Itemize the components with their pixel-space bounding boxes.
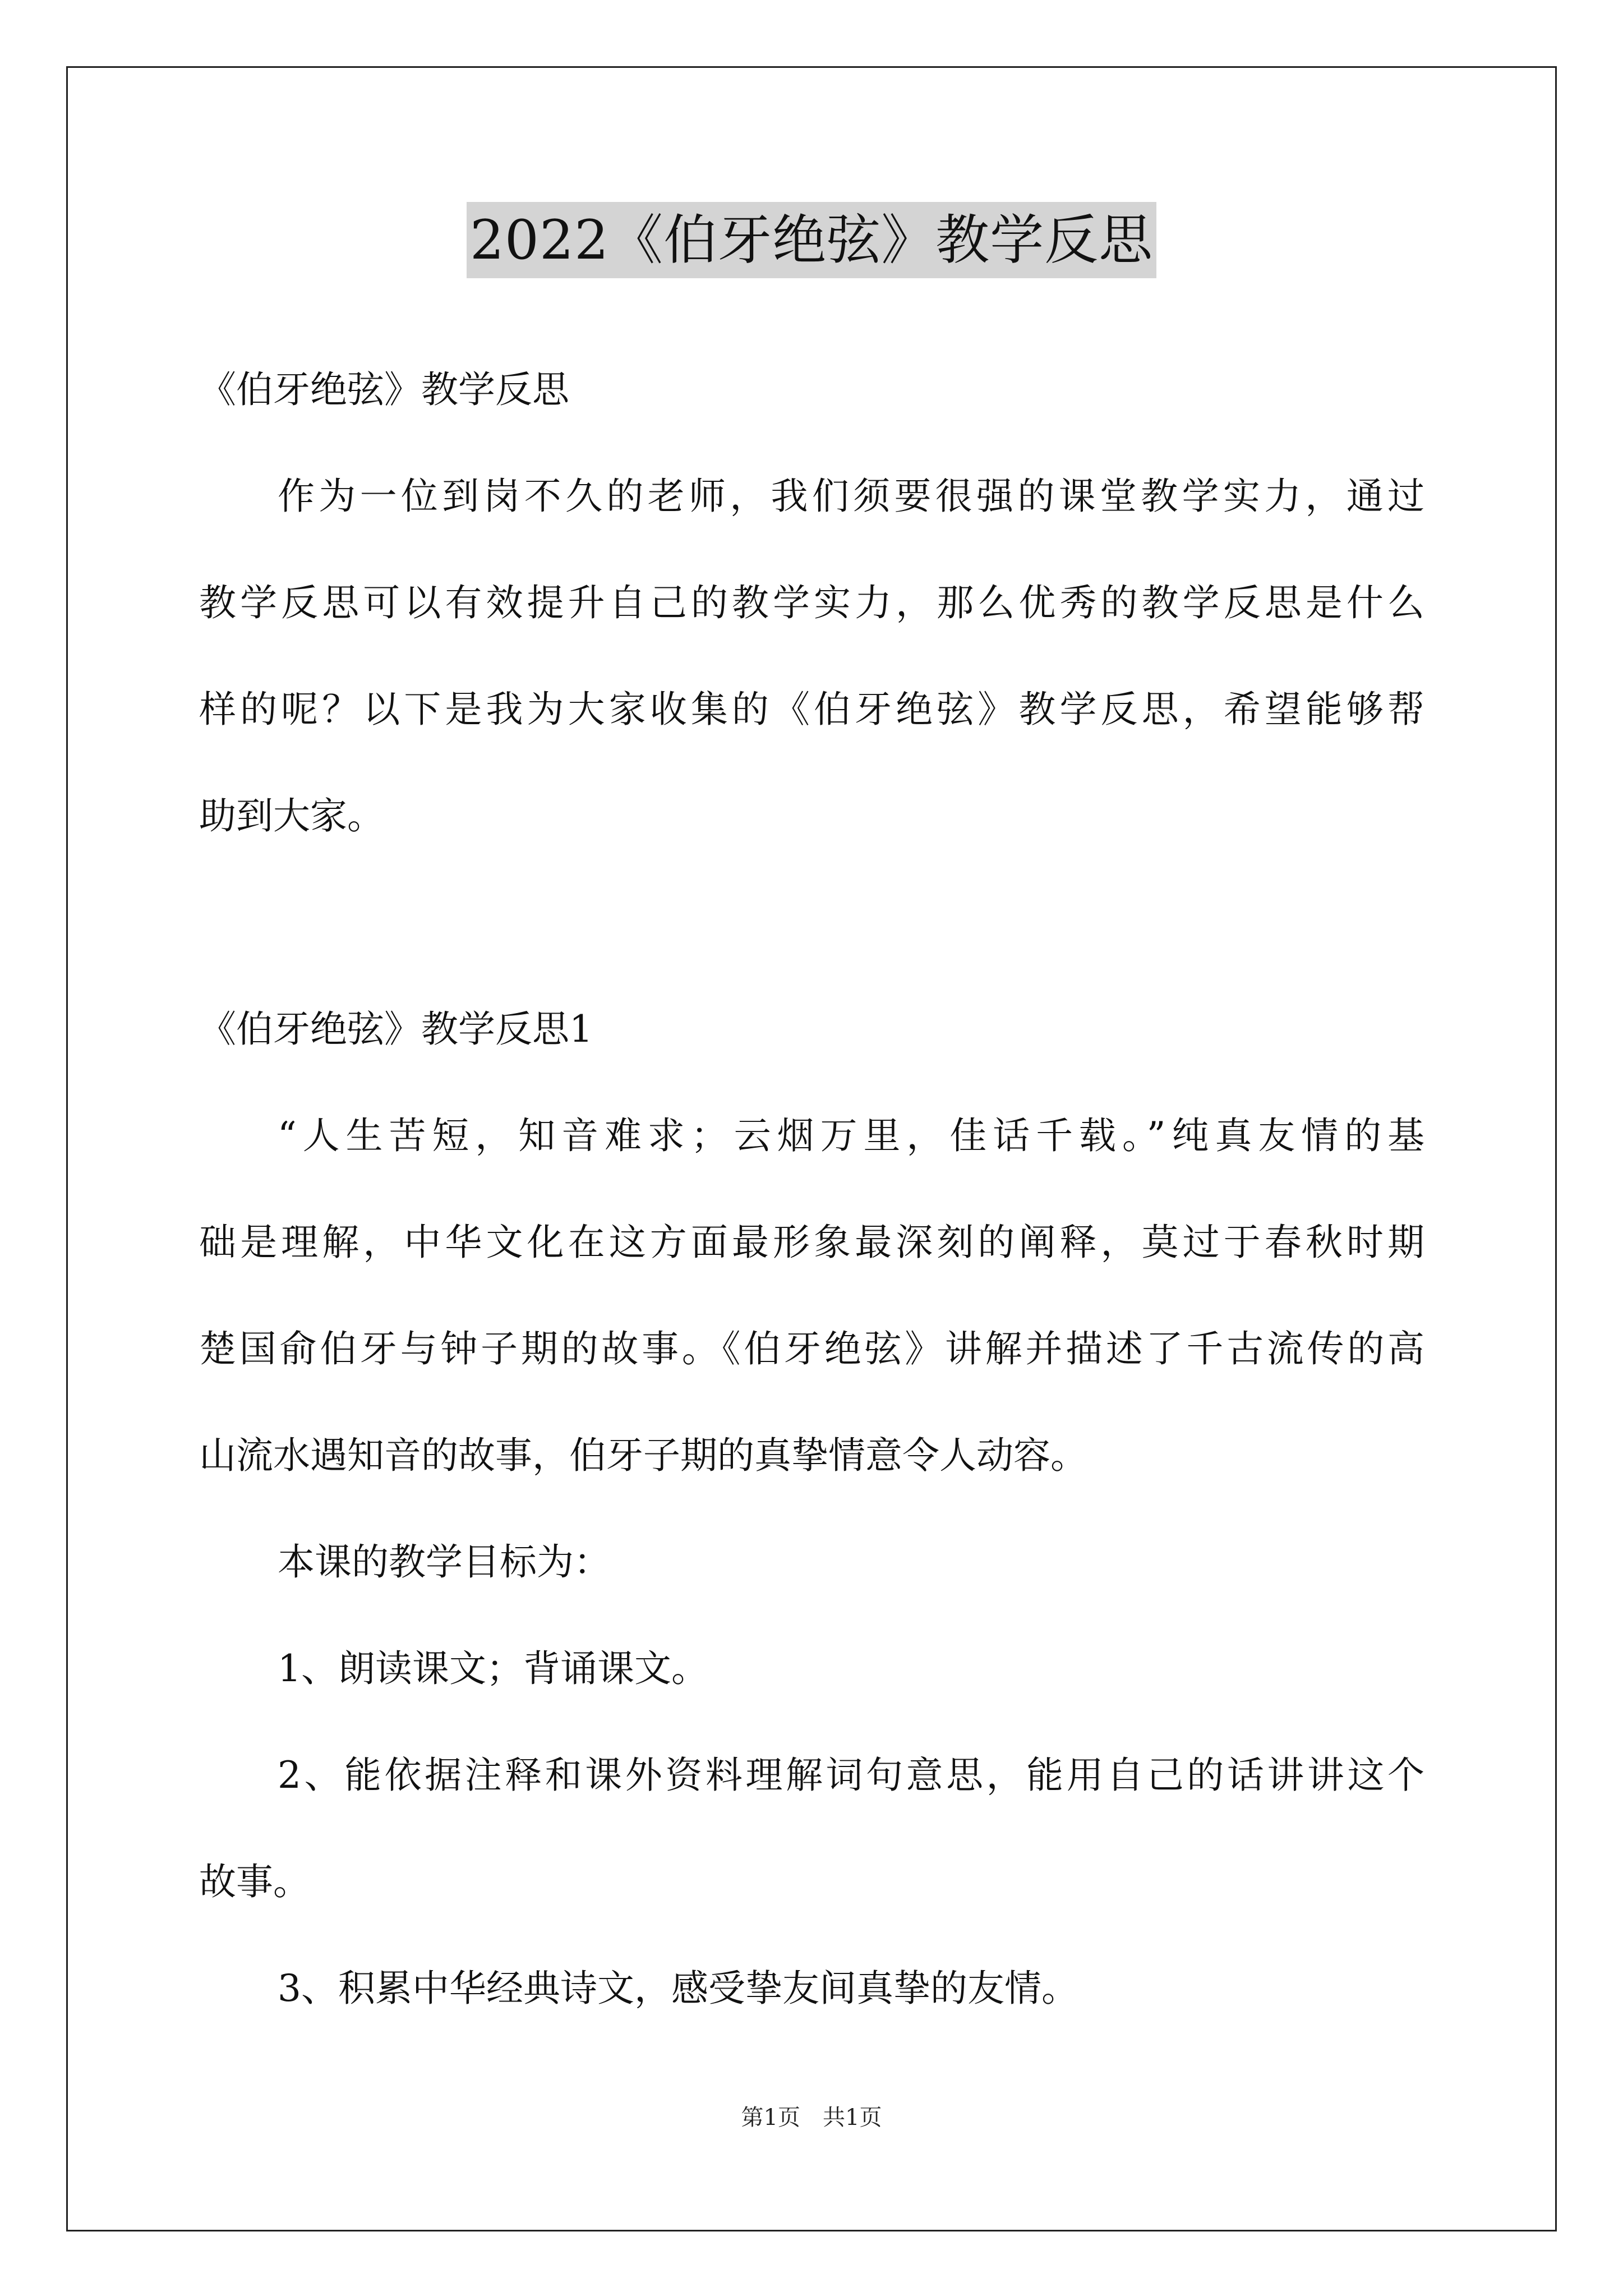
paragraph-line: 故事。 [199, 1860, 310, 1903]
paragraph-line: 山流水遇知音的故事，伯牙子期的真挚情意令人动容。 [199, 1434, 1087, 1477]
list-item: 3、积累中华经典诗文，感受挚友间真挚的友情。 [278, 1967, 1078, 2010]
list-item: 1、朗读课文；背诵课文。 [278, 1647, 708, 1690]
title-container [0, 202, 1623, 278]
paragraph-line: 助到大家。 [199, 794, 384, 838]
document-title: 2022《伯牙绝弦》教学反思 [467, 202, 1156, 278]
paragraph-line: 作为一位到岗不久的老师，我们须要很强的课堂教学实力，通过 [278, 475, 1424, 518]
list-item: 2、能依据注释和课外资料理解词句意思，能用自己的话讲讲这个 [278, 1754, 1424, 1797]
section-heading: 《伯牙绝弦》教学反思 [199, 368, 569, 411]
section-heading: 《伯牙绝弦》教学反思1 [199, 1007, 593, 1051]
paragraph-line: 样的呢？以下是我为大家收集的《伯牙绝弦》教学反思，希望能够帮 [199, 688, 1424, 731]
document-body [199, 337, 1424, 2042]
page-footer: 第1页 共1页 [741, 2105, 882, 2131]
spacer [199, 869, 1424, 976]
paragraph-line: 础是理解，中华文化在这方面最形象最深刻的阐释，莫过于春秋时期 [199, 1221, 1424, 1264]
paragraph-line: 楚国俞伯牙与钟子期的故事。《伯牙绝弦》讲解并描述了千古流传的高 [199, 1327, 1424, 1370]
paragraph-line: 本课的教学目标为： [278, 1540, 611, 1584]
paragraph-line: “人生苦短，知音难求；云烟万里，佳话千载。”纯真友情的基 [278, 1114, 1424, 1157]
paragraph-line: 教学反思可以有效提升自己的教学实力，那么优秀的教学反思是什么 [199, 581, 1424, 624]
